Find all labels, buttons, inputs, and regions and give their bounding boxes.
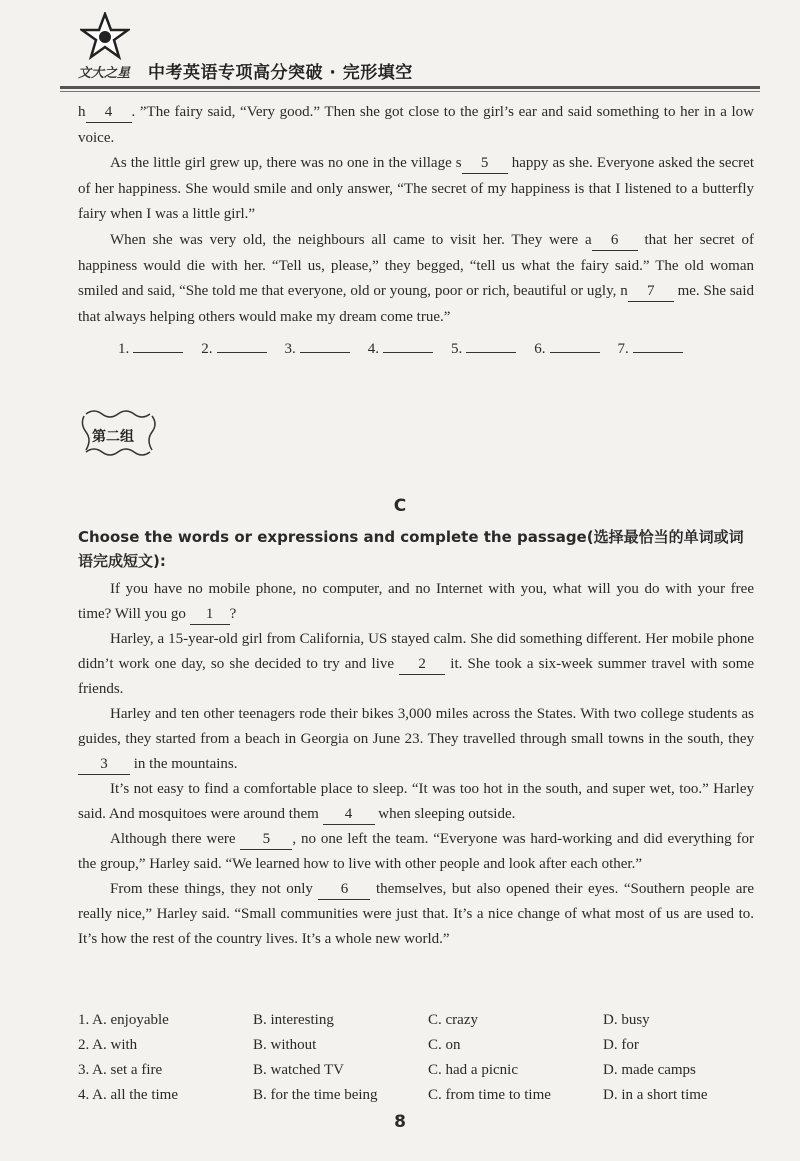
answer-line: 3. <box>285 338 350 358</box>
star-logo-icon <box>80 12 130 62</box>
passage-c-paragraph-2: Harley, a 15-year-old girl from California, US stayed calm. She did something different. Her mobile phone didn’t work one day, so she decided to try and live 2 it. She took a six-week summer travel with some friends. <box>78 631 755 697</box>
passage-b-paragraph-3: When she was very old, the neighbours all came to visit her. They were a 6 that her secret of happiness would die with her. “Tell us, please,” they begged, “tell us what the fairy said.” The old woman smiled and said, “She told me that everyone, old or young, poor or rich, beautiful or ugly, n 7 me. She said that always helping others would make my dream come true.” <box>78 231 755 325</box>
option-row <box>78 1033 778 1058</box>
passage-c-paragraph-5: Although there were 5 , no one left the team. “Everyone was hard-working and did everything for the group,” Harley said. “We learned how to live with other people and look after each other.” <box>78 831 755 872</box>
blank-c3: 3 <box>78 754 130 775</box>
option-row <box>78 1083 778 1108</box>
answer-lines <box>118 338 718 358</box>
blank-6: 6 <box>592 230 638 251</box>
option: B. watched TV <box>253 1062 344 1078</box>
option: 3. A. set a fire <box>78 1062 163 1078</box>
answer-line: 7. <box>618 338 683 358</box>
blank-7: 7 <box>628 281 674 302</box>
passage-c-paragraph-6: From these things, they not only 6 themselves, but also opened their eyes. “Southern people are really nice,” Harley said. “Small communities were just that. It’s a nice change of what most of us are used to. It’s how the rest of the country lives. It’s a whole new world.” <box>78 881 755 947</box>
option: C. from time to time <box>428 1087 551 1103</box>
answer-line: 6. <box>534 338 599 358</box>
option: 4. A. all the time <box>78 1087 178 1103</box>
instruction: Choose the words or expressions and complete the passage(选择最恰当的单词或词语完成短文): <box>78 528 744 570</box>
group-label: 第二组 <box>92 429 134 445</box>
option-row <box>78 1008 778 1033</box>
page-header <box>0 0 800 95</box>
logo-text: 文大之星 <box>78 65 131 80</box>
option: C. had a picnic <box>428 1062 518 1078</box>
answer-line: 4. <box>368 338 433 358</box>
blank-c2: 2 <box>399 654 445 675</box>
blank-c6: 6 <box>318 879 370 900</box>
option: B. interesting <box>253 1012 334 1028</box>
answer-options <box>78 1008 778 1108</box>
blank-c4: 4 <box>323 804 375 825</box>
passage-c-paragraph-3: Harley and ten other teenagers rode their bikes 3,000 miles across the States. With two college students as guides, they started from a beach in Georgia on June 23. They travelled through small towns in the south, they 3 in the mountains. <box>78 702 754 777</box>
header-title: 中考英语专项高分突破 · 完形填空 <box>148 63 413 83</box>
header-divider-thin <box>60 91 760 92</box>
option: C. on <box>428 1037 461 1053</box>
answer-line: 2. <box>201 338 266 358</box>
passage-b <box>78 100 754 330</box>
passage-b-paragraph-1: h 4 . ”The fairy said, “Very good.” Then she got close to the girl’s ear and said something to her in a low voice. <box>78 104 754 146</box>
section-heading: C <box>393 496 407 516</box>
option-row <box>78 1058 778 1083</box>
passage-c <box>78 577 754 952</box>
option: D. in a short time <box>603 1087 708 1103</box>
answer-line: 5. <box>451 338 516 358</box>
option: B. without <box>253 1037 317 1053</box>
option: B. for the time being <box>253 1087 378 1103</box>
page-number: 8 <box>394 1112 406 1132</box>
blank-4: 4 <box>86 102 132 123</box>
blank-c1: 1 <box>190 604 230 625</box>
option: C. crazy <box>428 1012 478 1028</box>
option: 1. A. enjoyable <box>78 1012 169 1028</box>
answer-line: 1. <box>118 338 183 358</box>
option: D. for <box>603 1037 639 1053</box>
blank-5: 5 <box>462 153 508 174</box>
passage-b-paragraph-2: As the little girl grew up, there was no one in the village s 5 happy as she. Everyone asked the secret of her happiness. She would smile and only answer, “The secret of my happiness is that I listened to a butterfly fairy when I was a little girl.” <box>78 155 755 223</box>
blank-c5: 5 <box>240 829 292 850</box>
option: D. made camps <box>603 1062 696 1078</box>
header-divider <box>60 86 760 89</box>
passage-c-paragraph-4: It’s not easy to find a comfortable place to sleep. “It was too hot in the south, and super wet, too.” Harley said. And mosquitoes were around them 4 when sleeping outside. <box>78 777 754 827</box>
passage-c-paragraph-1: If you have no mobile phone, no computer, and no Internet with you, what will you do with your free time? Will you go 1 ? <box>78 577 754 627</box>
option: 2. A. with <box>78 1037 138 1053</box>
option: D. busy <box>603 1012 650 1028</box>
